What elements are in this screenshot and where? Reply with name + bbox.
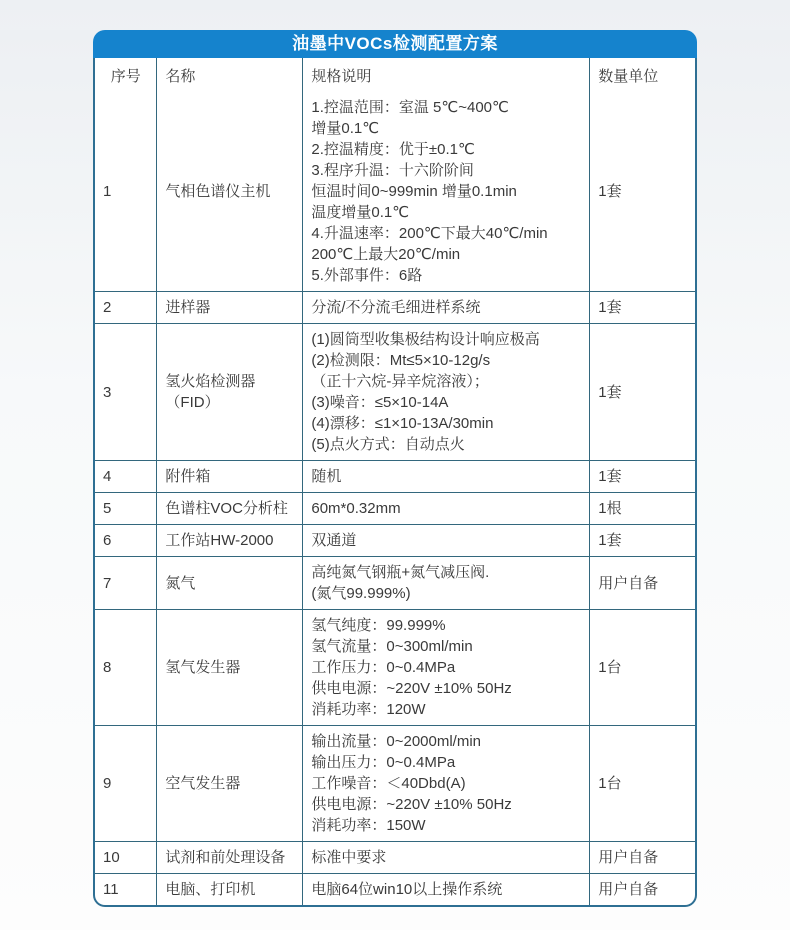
spec-line: 200℃上最大20℃/min bbox=[311, 246, 461, 263]
item-name-cell: 电脑、打印机 bbox=[157, 874, 303, 905]
page-title: 油墨中VOCs检测配置方案 bbox=[93, 30, 697, 58]
spec-line: 电脑64位win10以上操作系统 bbox=[311, 881, 503, 898]
spec-line: (5)点火方式：自动点火 bbox=[311, 436, 465, 453]
item-name-cell: 空气发生器 bbox=[157, 726, 303, 842]
spec-line: 高纯氮气钢瓶+氮气减压阀. bbox=[311, 564, 490, 581]
row-number-cell: 8 bbox=[95, 610, 157, 726]
spec-cell bbox=[303, 292, 590, 324]
item-name-cell: 工作站HW-2000 bbox=[157, 525, 303, 557]
row-number-cell: 4 bbox=[95, 461, 157, 493]
row-number-cell: 5 bbox=[95, 493, 157, 525]
row-number-cell: 9 bbox=[95, 726, 157, 842]
column-header-index: 序号 bbox=[95, 58, 157, 92]
spec-cell bbox=[303, 525, 590, 557]
table-row bbox=[95, 324, 695, 461]
spec-cell bbox=[303, 461, 590, 493]
quantity-cell: 1根 bbox=[590, 493, 695, 525]
spec-line: 工作压力：0~0.4MPa bbox=[311, 659, 456, 676]
row-number-cell: 7 bbox=[95, 557, 157, 610]
item-name-cell: 试剂和前处理设备 bbox=[157, 842, 303, 874]
quantity-cell: 1套 bbox=[590, 525, 695, 557]
quantity-cell: 1台 bbox=[590, 610, 695, 726]
item-name-cell: 气相色谱仪主机 bbox=[157, 92, 303, 292]
quantity-cell: 用户自备 bbox=[590, 557, 695, 610]
spec-line: (氮气99.999%) bbox=[311, 585, 411, 602]
spec-line: 4.升温速率：200℃下最大40℃/min bbox=[311, 225, 548, 242]
item-name-cell: 氢火焰检测器（FID） bbox=[157, 324, 303, 461]
config-table-card bbox=[93, 30, 697, 907]
spec-line: 供电电源：~220V ±10% 50Hz bbox=[311, 796, 512, 813]
row-number-cell: 10 bbox=[95, 842, 157, 874]
spec-line: 1.控温范围：室温 5℃~400℃ bbox=[311, 99, 509, 116]
table-header-row bbox=[95, 58, 695, 92]
spec-cell bbox=[303, 557, 590, 610]
spec-line: 分流/不分流毛细进样系统 bbox=[311, 299, 481, 316]
spec-line: (2)检测限：Mt≤5×10-12g/s bbox=[311, 352, 491, 369]
spec-cell bbox=[303, 92, 590, 292]
item-name-cell: 附件箱 bbox=[157, 461, 303, 493]
spec-line: 输出压力：0~0.4MPa bbox=[311, 754, 456, 771]
row-number-cell: 6 bbox=[95, 525, 157, 557]
quantity-cell: 1台 bbox=[590, 726, 695, 842]
table-row bbox=[95, 874, 695, 905]
spec-line: 恒温时间0~999min 增量0.1min bbox=[311, 183, 517, 200]
spec-line: 5.外部事件：6路 bbox=[311, 267, 423, 284]
table-row bbox=[95, 525, 695, 557]
column-header-quantity: 数量单位 bbox=[598, 67, 659, 85]
table-row bbox=[95, 92, 695, 292]
spec-cell bbox=[303, 610, 590, 726]
spec-line: 双通道 bbox=[311, 532, 357, 549]
spec-line: (4)漂移：≤1×10-13A/30min bbox=[311, 415, 494, 432]
spec-line: 工作噪音：＜40Dbd(A) bbox=[311, 775, 466, 792]
item-name-cell: 进样器 bbox=[157, 292, 303, 324]
row-number-cell: 2 bbox=[95, 292, 157, 324]
spec-line: 供电电源：~220V ±10% 50Hz bbox=[311, 680, 512, 697]
quantity-cell: 1套 bbox=[590, 324, 695, 461]
table-row bbox=[95, 292, 695, 324]
table-row bbox=[95, 493, 695, 525]
quantity-cell: 用户自备 bbox=[590, 842, 695, 874]
spec-line: 氢气纯度：99.999% bbox=[311, 617, 446, 634]
spec-cell bbox=[303, 726, 590, 842]
row-number-cell: 1 bbox=[95, 92, 157, 292]
quantity-cell: 1套 bbox=[590, 461, 695, 493]
column-header-spec: 规格说明 bbox=[303, 58, 590, 92]
spec-cell bbox=[303, 493, 590, 525]
row-number-cell: 3 bbox=[95, 324, 157, 461]
quantity-cell: 1套 bbox=[590, 92, 695, 292]
table-row bbox=[95, 726, 695, 842]
spec-cell bbox=[303, 874, 590, 905]
table-row bbox=[95, 842, 695, 874]
spec-line: 60m*0.32mm bbox=[311, 500, 401, 517]
table-row bbox=[95, 557, 695, 610]
spec-line: 输出流量：0~2000ml/min bbox=[311, 733, 482, 750]
quantity-cell: 1套 bbox=[590, 292, 695, 324]
spec-line: 随机 bbox=[311, 468, 342, 485]
spec-line: 消耗功率：150W bbox=[311, 817, 426, 834]
spec-line: 3.程序升温：十六阶阶间 bbox=[311, 162, 474, 179]
item-name-cell: 氢气发生器 bbox=[157, 610, 303, 726]
spec-line: 标准中要求 bbox=[311, 849, 387, 866]
spec-line: (1)圆筒型收集极结构设计响应极高 bbox=[311, 331, 540, 348]
spec-line: 消耗功率：120W bbox=[311, 701, 426, 718]
item-name-cell: 氮气 bbox=[157, 557, 303, 610]
row-number-cell: 11 bbox=[95, 874, 157, 905]
spec-line: （正十六烷-异辛烷溶液）； bbox=[311, 373, 489, 390]
spec-line: 2.控温精度：优于±0.1℃ bbox=[311, 141, 475, 158]
table-row bbox=[95, 610, 695, 726]
spec-line: 氢气流量：0~300ml/min bbox=[311, 638, 473, 655]
spec-cell bbox=[303, 324, 590, 461]
column-header-name: 名称 bbox=[157, 58, 303, 92]
spec-cell bbox=[303, 842, 590, 874]
table-row bbox=[95, 461, 695, 493]
spec-line: 温度增量0.1℃ bbox=[311, 204, 410, 221]
quantity-cell: 用户自备 bbox=[598, 881, 659, 898]
spec-line: 增量0.1℃ bbox=[311, 120, 380, 137]
spec-line: (3)噪音：≤5×10-14A bbox=[311, 394, 449, 411]
spec-table bbox=[93, 58, 697, 907]
item-name-cell: 色谱柱VOC分析柱 bbox=[157, 493, 303, 525]
